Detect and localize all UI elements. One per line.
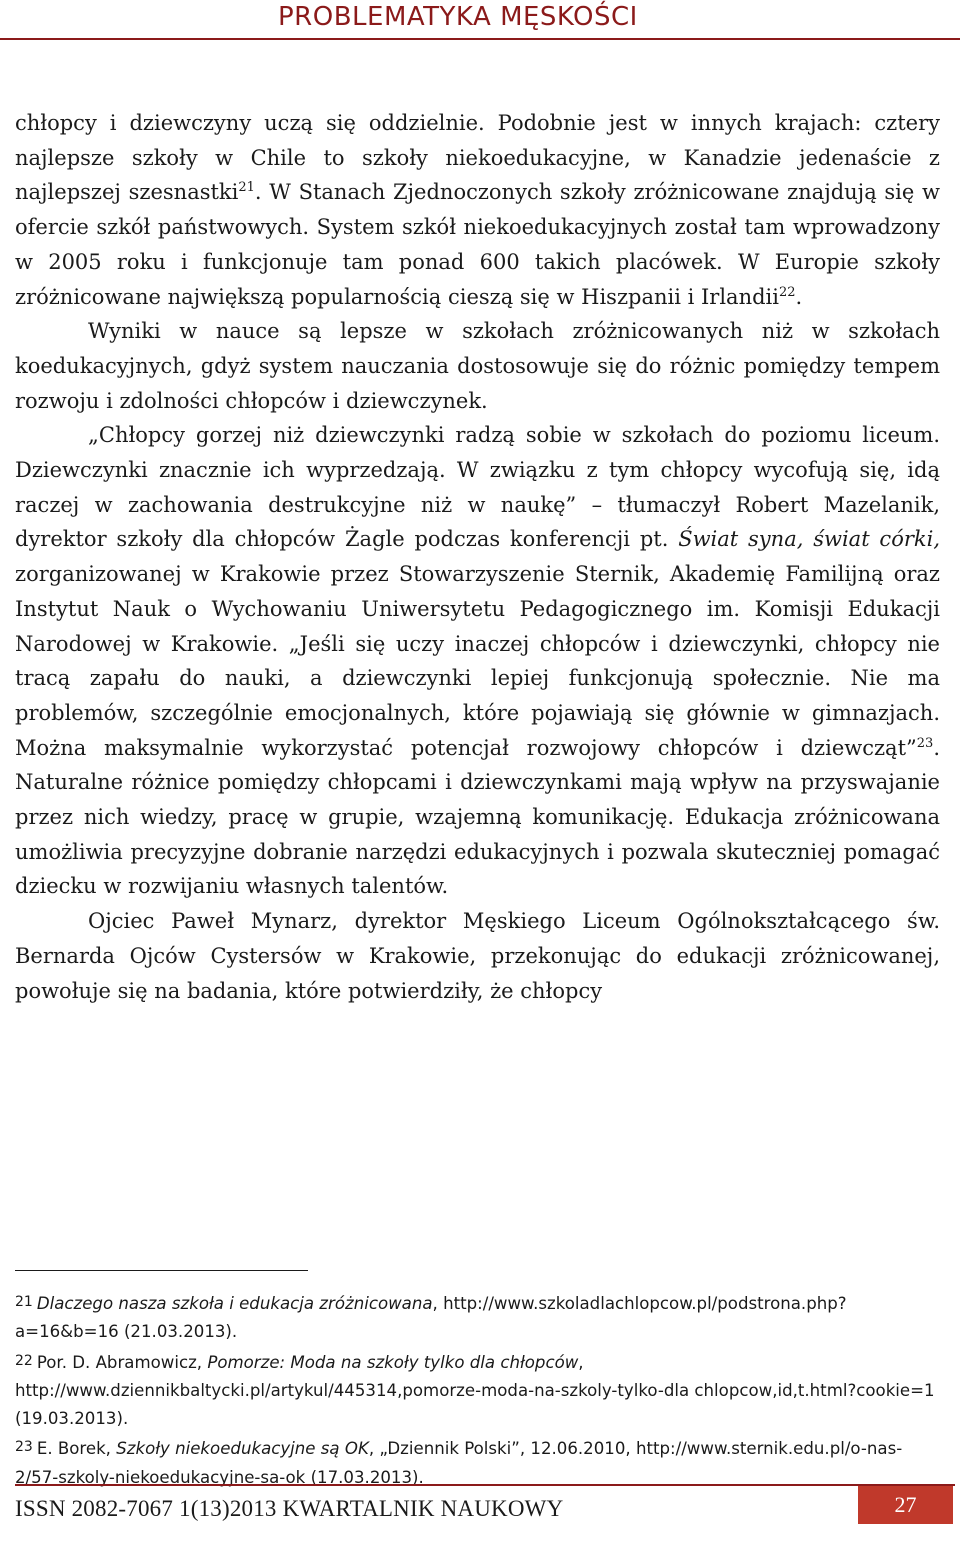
italic-title: Pomorze: Moda na szkoły tylko dla chłopców — [207, 1352, 579, 1372]
running-head: PROBLEMATYKA MĘSKOŚCI — [278, 2, 638, 32]
italic-title: Dlaczego nasza szkoła i edukacja zróżnicowana — [36, 1294, 433, 1313]
page-number: 27 — [858, 1486, 953, 1524]
footnote-ref[interactable]: 21 — [238, 180, 255, 196]
page-header — [0, 0, 960, 40]
text-run: , http://www.dziennikbaltycki.pl/artykul/445314,pomorze-moda-na-szkoly-tylko-dla chlopcow,id,t.html?cookie=1 (19.03.2013). — [15, 1352, 935, 1429]
footnote-ref[interactable]: 22 — [778, 284, 796, 300]
italic-title: Świat syna, świat córki, — [678, 527, 940, 552]
paragraph — [15, 418, 940, 904]
footnote-number: 21 — [15, 1294, 33, 1310]
text-run: Ojciec Paweł Mynarz, dyrektor Męskiego Liceum Ogólnokształcącego św. Bernarda Ojców Cystersów w Krakowie, przekonując do edukacji zróżnicowanej, powołuje się na badania, które potwierdziły, że chłopcy — [15, 909, 940, 1003]
paragraph — [15, 314, 940, 418]
footnote-ref[interactable]: 23 — [916, 735, 934, 751]
journal-info: ISSN 2082-7067 1(13)2013 KWARTALNIK NAUKOWY — [15, 1496, 564, 1521]
text-run: . W Stanach Zjednoczonych szkoły zróżnicowane znajdują się w ofercie szkół państwowych. System szkół niekoedukacyjnych został tam wprowadzony w 2005 roku i funkcjonuje tam ponad 600 takich placówek. W Europie szkoły zróżnicowane największą popularnością cieszą się w Hiszpanii i Irlandii — [15, 180, 940, 309]
page-footer — [0, 1484, 960, 1548]
article-body — [15, 106, 940, 1008]
footnotes — [15, 1288, 940, 1492]
text-run: Wyniki w nauce są lepsze w szkołach zróżnicowanych niż w szkołach koedukacyjnych, gdyż system nauczania dostosowuje się do różnic pomiędzy tempem rozwoju i zdolności chłopców i dziewczynek. — [15, 319, 940, 413]
footnote — [15, 1288, 940, 1347]
footnote-number: 23 — [15, 1439, 33, 1456]
paragraph — [15, 904, 940, 1008]
footnote-separator — [15, 1270, 308, 1271]
text-run: Por. D. Abramowicz, — [36, 1352, 208, 1372]
text-run: E. Borek, — [36, 1439, 117, 1459]
text-run: . — [795, 284, 803, 309]
footer-rule — [15, 1484, 955, 1486]
text-run: . Naturalne różnice pomiędzy chłopcami i dziewczynkami mają wpływ na przyswajanie przez nich wiedzy, pracę w grupie, wzajemną komunikację. Edukacja zróżnicowana umożliwia precyzyjne dobranie narzędzi edukacyjnych i pozwala skuteczniej pomagać dziecku w rozwijaniu własnych talentów. — [15, 735, 940, 899]
text-run: , „Dziennik Polski”, 12.06.2010, http://www.sternik.edu.pl/o-nas-2/57-szkoly-niekoedukacyjne-sa-ok (17.03.2013). — [15, 1439, 903, 1487]
footnote — [15, 1347, 940, 1434]
italic-title: Szkoły niekoedukacyjne są OK — [116, 1439, 369, 1459]
paragraph — [15, 106, 940, 314]
text-run: , http://www.szkoladlachlopcow.pl/podstrona.php?a=16&b=16 (21.03.2013). — [15, 1294, 847, 1342]
text-run: zorganizowanej w Krakowie przez Stowarzyszenie Sternik, Akademię Familijną oraz Instytut Nauk o Wychowaniu Uniwersytetu Pedagogicznego im. Komisji Edukacji Narodowej w Krakowie. „Jeśli się uczy inaczej chłopców i dziewczynki, chłopcy nie tracą zapału do nauki, a dziewczynki lepiej funkcjonują społecznie. Nie ma problemów, szczególnie emocjonalnych, które pojawiają się głównie w gimnazjach. Można maksymalnie wykorzystać potencjał rozwojowy chłopców i dziewcząt” — [15, 562, 940, 760]
footnote-number: 22 — [15, 1352, 33, 1369]
text-run: chłopcy i dziewczyny uczą się oddzielnie. Podobnie jest w innych krajach: cztery najlepsze szkoły w Chile to szkoły niekoedukacyjne, w Kanadzie jedenaście z najlepszej szesnastki — [15, 111, 940, 205]
text-run: „Chłopcy gorzej niż dziewczynki radzą sobie w szkołach do poziomu liceum. Dziewczynki znacznie ich wyprzedzają. W związku z tym chłopcy wycofują się, idą raczej w zachowania destrukcyjne niż w naukę” – tłumaczył Robert Mazelanik, dyrektor szkoły dla chłopców Żagle podczas konferencji pt. — [15, 423, 940, 552]
